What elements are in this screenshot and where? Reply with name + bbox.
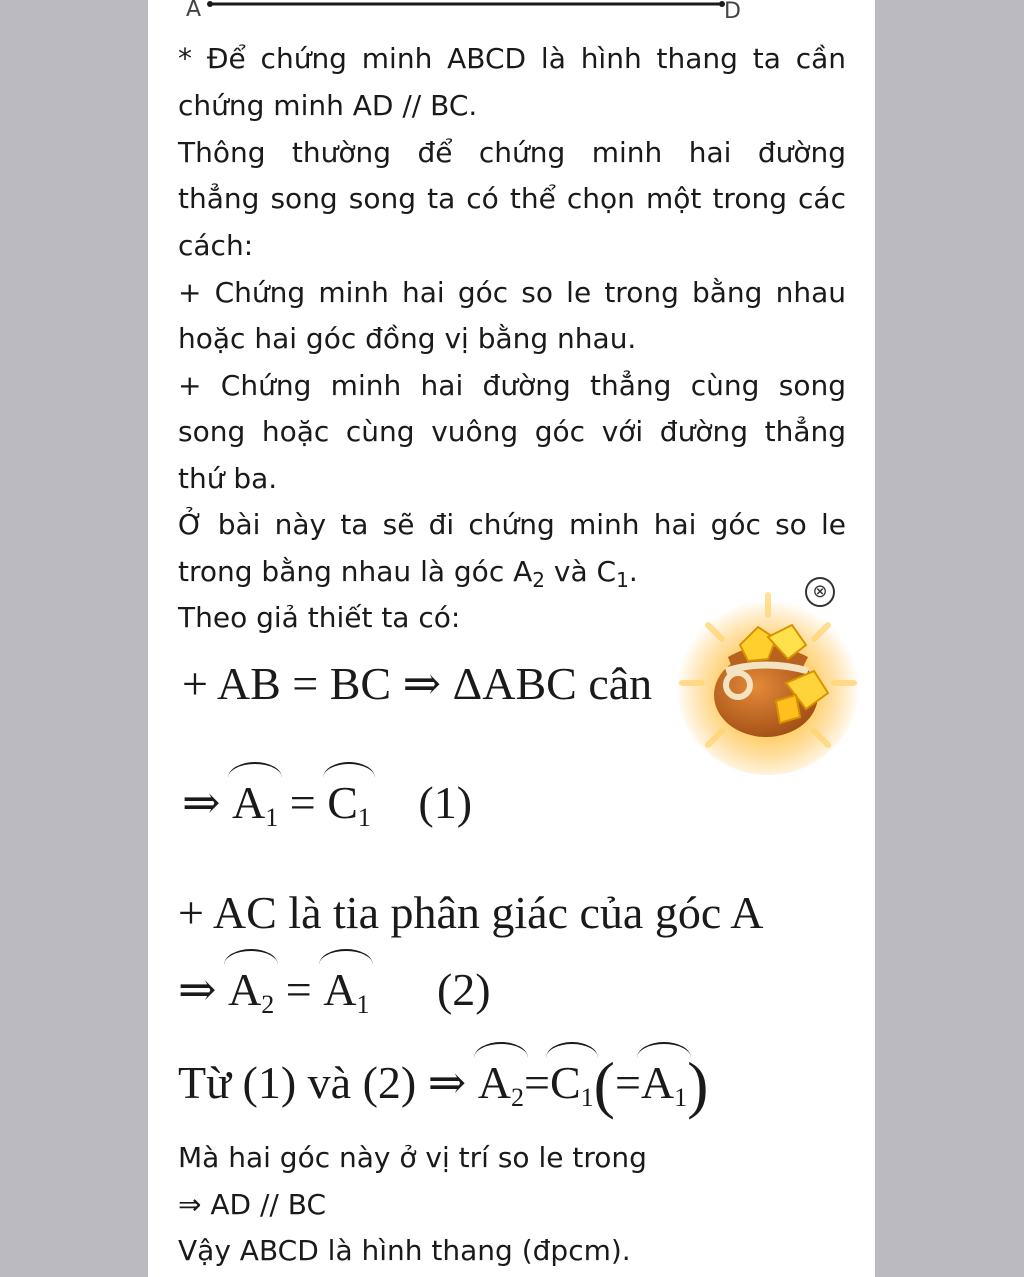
angle-a2-c (478, 1056, 524, 1113)
paragraph-2-line-3: cách: (178, 229, 254, 262)
angle-a1-b (323, 963, 369, 1020)
conclusion-line-2: ⇒ AD // BC (178, 1188, 327, 1221)
paragraph-2-line-2: thẳng song song ta có thể chọn một trong các (178, 182, 846, 215)
eq5-right-paren: ) (687, 1049, 709, 1120)
eq2-c-sub: 1 (357, 803, 371, 832)
eq5-equals: = (524, 1057, 550, 1108)
eq2-implies: ⇒ (182, 777, 221, 828)
angle-a1 (232, 776, 278, 833)
paragraph-2-line-1: Thông thường để chứng minh hai đường (178, 136, 846, 169)
point-a (207, 1, 213, 7)
angle-a1-c (641, 1056, 687, 1113)
paragraph-6: Theo giả thiết ta có: (178, 601, 461, 634)
equation-bisector: + AC là tia phân giác của góc A (178, 887, 764, 938)
eq2-a: A (232, 777, 266, 828)
p5-sub-a: 2 (532, 568, 545, 592)
angle-c1-c (550, 1056, 594, 1113)
eq2-equals: = (289, 777, 316, 828)
eq2-tag: (1) (418, 777, 473, 828)
eq5-a-sub: 2 (511, 1083, 524, 1112)
paragraph-4-line-1: + Chứng minh hai đường thẳng cùng song (178, 369, 846, 402)
paragraph-4-line-2: song hoặc cùng vuông góc với đường thẳng (178, 415, 846, 448)
paragraph-1-line-2: chứng minh AD // BC. (178, 89, 478, 122)
paragraph-3-line-1: + Chứng minh hai góc so le trong bằng nhau (178, 276, 846, 309)
eq4-b-sub: 1 (356, 990, 370, 1019)
eq5-c: C (549, 1057, 581, 1108)
conclusion-line-3: Vậy ABCD là hình thang (đpcm). (178, 1234, 631, 1267)
paragraph-5-line-1: Ở bài này ta sẽ đi chứng minh hai góc so le (178, 508, 846, 541)
p5-text-end: . (628, 555, 638, 588)
equation-angles-2 (178, 962, 491, 1020)
eq2-c: C (327, 777, 358, 828)
label-d: D (724, 0, 741, 24)
eq4-b: A (323, 964, 357, 1015)
eq5-b-sub: 1 (674, 1083, 688, 1112)
eq4-tag: (2) (436, 964, 491, 1015)
equation-conclusion (178, 1048, 708, 1122)
trapezoid-figure-fragment (148, 0, 875, 24)
equation-angles-1 (182, 775, 472, 833)
eq5-c-sub: 1 (580, 1083, 594, 1112)
angle-c1 (327, 776, 371, 833)
close-ad-button[interactable]: ⊗ (805, 577, 835, 607)
p5-text-mid: và C (545, 555, 617, 588)
p5-sub-c: 1 (616, 568, 629, 592)
label-a: A (186, 0, 202, 22)
paragraph-4-line-3: thứ ba. (178, 462, 278, 495)
paragraph-3-line-2: hoặc hai góc đồng vị bằng nhau. (178, 322, 637, 355)
eq4-implies: ⇒ (178, 964, 217, 1015)
eq4-a-sub: 2 (261, 990, 275, 1019)
eq2-a-sub: 1 (265, 803, 279, 832)
eq4-equals: = (285, 964, 312, 1015)
equation-isosceles: + AB = BC ⇒ ΔABC cân (182, 658, 653, 709)
eq5-a: A (477, 1057, 511, 1108)
treasure-bag-ad[interactable] (668, 575, 863, 775)
eq5-b: A (640, 1057, 675, 1108)
eq5-prefix: Từ (1) và (2) ⇒ (178, 1057, 467, 1108)
eq5-left-paren: ( (593, 1049, 615, 1120)
p5-text-pre: trong bằng nhau là góc A (178, 555, 533, 588)
eq4-a: A (228, 964, 262, 1015)
eq5-equals-2: = (614, 1057, 641, 1108)
paragraph-1-line-1: * Để chứng minh ABCD là hình thang ta cần (178, 42, 846, 75)
conclusion-line-1: Mà hai góc này ở vị trí so le trong (178, 1141, 647, 1174)
angle-a2 (228, 963, 274, 1020)
